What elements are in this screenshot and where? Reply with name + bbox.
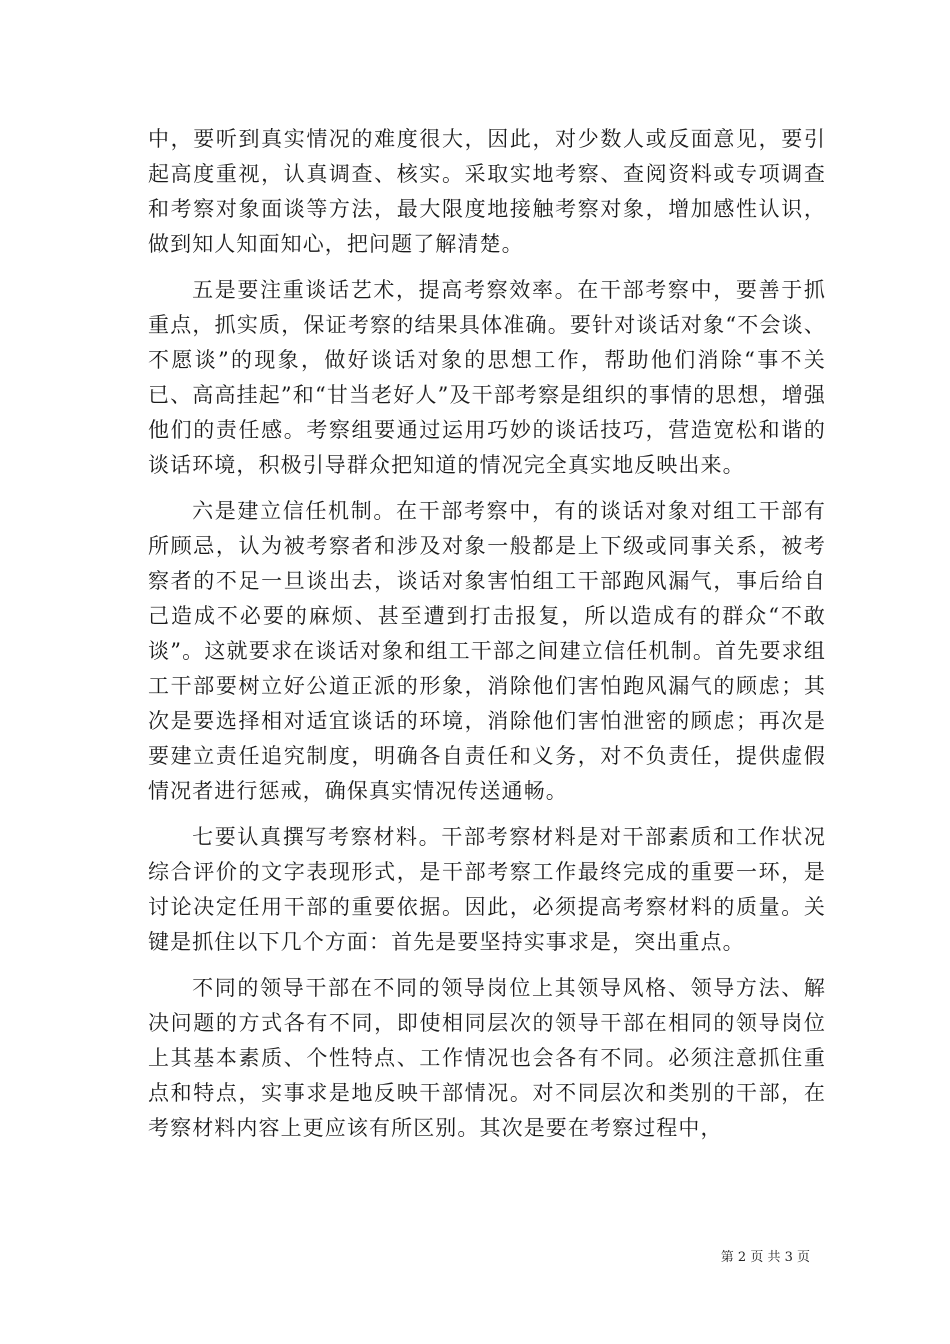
paragraph-seven: 七要认真撰写考察材料。干部考察材料是对干部素质和工作状况综合评价的文字表现形式，是干部考察工作最终完成的重要一环，是讨论决定任用干部的重要依据。因此，必须提高考察材料的质量。关键是抓住以下几个方面：首先是要坚持实事求是，突出重点。 xyxy=(148,825,826,954)
page-number: 第 2 页 共 3 页 xyxy=(720,1250,810,1265)
paragraph-continuation: 中，要听到真实情况的难度很大，因此，对少数人或反面意见，要引起高度重视，认真调查、核实。采取实地考察、查阅资料或专项调查和考察对象面谈等方法，最大限度地接触考察对象，增加感性认识，做到知人知面知心，把问题了解清楚。 xyxy=(148,127,826,256)
paragraph-five: 五是要注重谈话艺术，提高考察效率。在干部考察中，要善于抓重点，抓实质，保证考察的结果具体准确。要针对谈话对象“不会谈、不愿谈”的现象，做好谈话对象的思想工作，帮助他们消除“事不关已、高高挂起”和“甘当老好人”及干部考察是组织的事情的思想，增强他们的责任感。考察组要通过运用巧妙的谈话技巧，营造宽松和谐的谈话环境，积极引导群众把知道的情况完全真实地反映出来。 xyxy=(148,278,826,477)
document-body xyxy=(148,122,826,1157)
paragraph-six: 六是建立信任机制。在干部考察中，有的谈话对象对组工干部有所顾忌，认为被考察者和涉及对象一般都是上下级或同事关系，被考察者的不足一旦谈出去，谈话对象害怕组工干部跑风漏气，事后给自己造成不必要的麻烦、甚至遭到打击报复，所以造成有的群众“不敢谈”。这就要求在谈话对象和组工干部之间建立信任机制。首先要求组工干部要树立好公道正派的形象，消除他们害怕跑风漏气的顾虑；其次是要选择相对适宜谈话的环境，消除他们害怕泄密的顾虑；再次是要建立责任追究制度，明确各自责任和义务，对不负责任，提供虚假情况者进行惩戒，确保真实情况传送通畅。 xyxy=(148,499,826,803)
paragraph-eight: 不同的领导干部在不同的领导岗位上其领导风格、领导方法、解决问题的方式各有不同，即使相同层次的领导干部在相同的领导岗位上其基本素质、个性特点、工作情况也会各有不同。必须注意抓住重点和特点，实事求是地反映干部情况。对不同层次和类别的干部，在考察材料内容上更应该有所区别。其次是要在考察过程中， xyxy=(148,976,826,1140)
